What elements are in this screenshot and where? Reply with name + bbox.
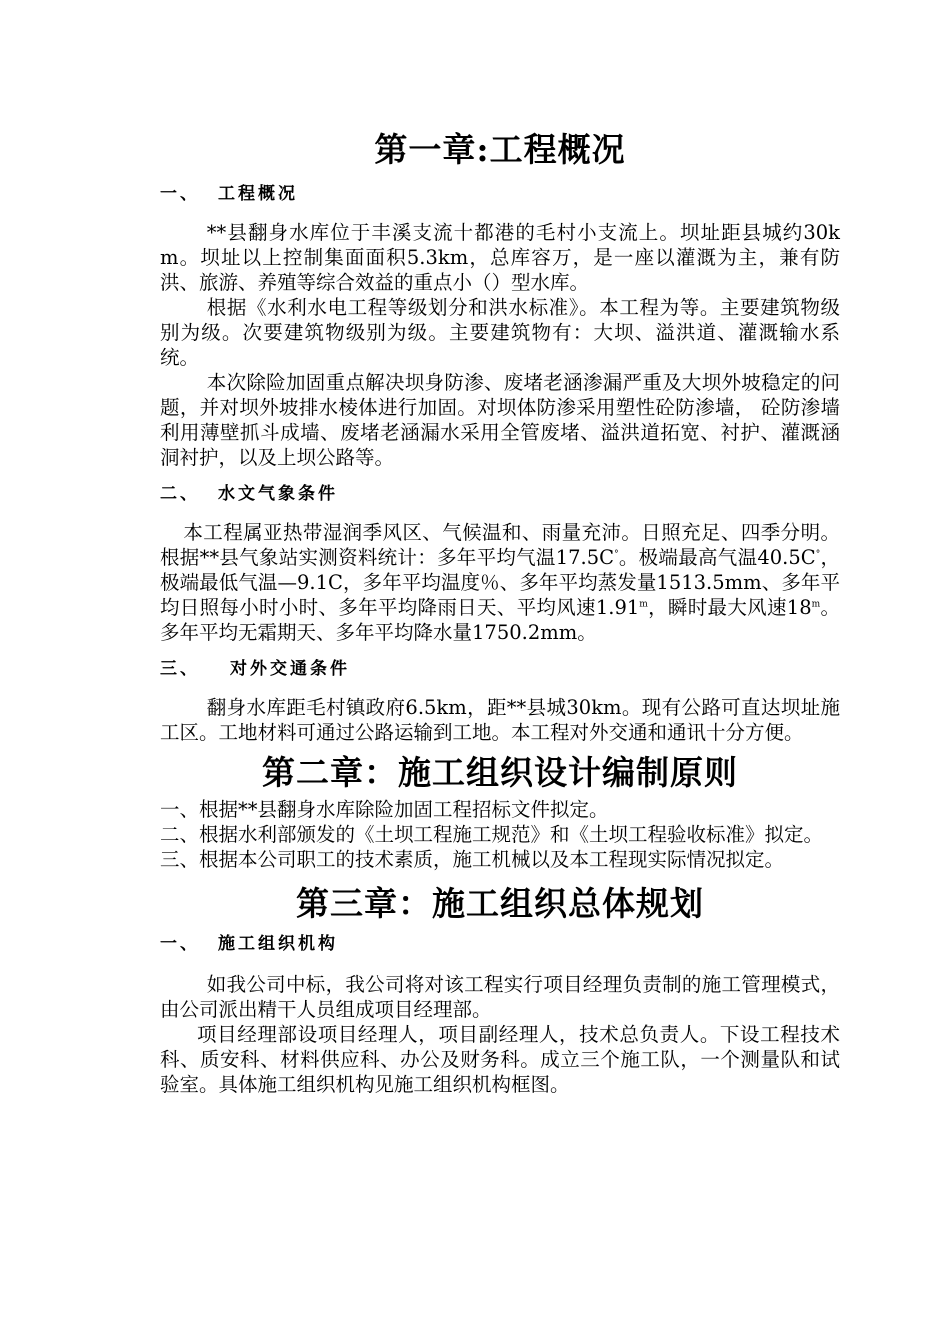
- section-title: 水文气象条件: [218, 484, 338, 504]
- section-heading-organization: [160, 932, 840, 956]
- climate-text-part: 。极端最高气温40.5C: [618, 546, 816, 569]
- section-number: 一、: [160, 934, 200, 954]
- section-title: 对外交通条件: [230, 659, 350, 679]
- section-heading-hydrology-climate: [160, 482, 840, 506]
- paragraph-project-department: 项目经理部设项目经理人，项目副经理人，技术总负责人。下设工程技术科、质安科、材料供应科、办公及财务科。成立三个施工队，一个测量队和试验室。具体施工组织机构见施工组织机构框图。: [160, 1023, 840, 1096]
- paragraph-project-grade: 根据《水利水电工程等级划分和洪水标准》。本工程为等。主要建筑物级别为级。次要建筑物级别为级。主要建筑物有：大坝、溢洪道、灌溉输水系统。: [160, 296, 840, 369]
- climate-text-part: ，瞬时最大风速18: [647, 596, 812, 619]
- climate-text-part: 本工程属亚热带湿润季风区、气候温和、雨量充沛。日照充足、四季分明。根据**县气象站实测资料统计：多年平均气温17.5C: [160, 521, 840, 569]
- paragraph-climate-statistics: [160, 520, 840, 645]
- section-heading-transport: [160, 657, 840, 681]
- document-body: [160, 120, 840, 1097]
- climate-text-part: 。多年平均无霜期天、多年平均降水量1750.2mm。: [160, 596, 840, 644]
- degree-mark: °: [614, 549, 619, 560]
- section-title: 施工组织机构: [218, 934, 338, 954]
- principle-item: 三、根据本公司职工的技术素质，施工机械以及本工程现实际情况拟定。: [160, 848, 785, 871]
- section-number: 二、: [160, 484, 200, 504]
- chapter-2-title: 第二章：施工组织设计编制原则: [262, 753, 738, 792]
- section-number: 三、: [160, 659, 200, 679]
- degree-mark: °: [815, 549, 821, 560]
- chapter-3-title: 第三章：施工组织总体规划: [296, 884, 704, 923]
- section-heading-project-overview: [160, 182, 840, 206]
- paragraph-transport-conditions: 翻身水库距毛村镇政府6.5km，距**县城30km。现有公路可直达坝址施工区。工地材料可通过公路运输到工地。本工程对外交通和通讯十分方便。: [160, 696, 840, 744]
- paragraph-management-model: 如我公司中标，我公司将对该工程实行项目经理负责制的施工管理模式，由公司派出精干人员组成项目经理部。: [160, 973, 840, 1021]
- section-number: 一、: [160, 184, 200, 204]
- paragraph-reservoir-location: **县翻身水库位于丰溪支流十都港的毛村小支流上。坝址距县城约30km。坝址以上控制集面面积5.3km，总库容万，是一座以灌溉为主，兼有防洪、旅游、养殖等综合效益的重点小（）型水库。: [160, 221, 840, 294]
- climate-text-part: ，极端最低气温—9.1C，多年平均温度％、多年平均蒸发量1513.5mm、多年平均日照每小时小时、多年平均降雨日天、平均风速1.91: [160, 546, 840, 619]
- paragraph-reinforcement-scope: 本次除险加固重点解决坝身防渗、废堵老涵渗漏严重及大坝外坡稳定的问题，并对坝外坡排水棱体进行加固。对坝体防渗采用塑性砼防渗墙， 砼防渗墙利用薄壁抓斗成墙、废堵老涵漏水采用全管废堵、溢洪道拓宽、衬护、灌溉涵洞衬护，以及上坝公路等。: [160, 371, 840, 469]
- chapter-1-title: 第一章:工程概况: [374, 130, 626, 169]
- unit-mark: m: [811, 599, 821, 610]
- section-title: 工程概况: [218, 184, 298, 204]
- unit-mark: m: [639, 599, 648, 610]
- principle-item: 一、根据**县翻身水库除险加固工程招标文件拟定。: [160, 798, 609, 821]
- principle-item: 二、根据水利部颁发的《土坝工程施工规范》和《土坝工程验收标准》拟定。: [160, 823, 824, 846]
